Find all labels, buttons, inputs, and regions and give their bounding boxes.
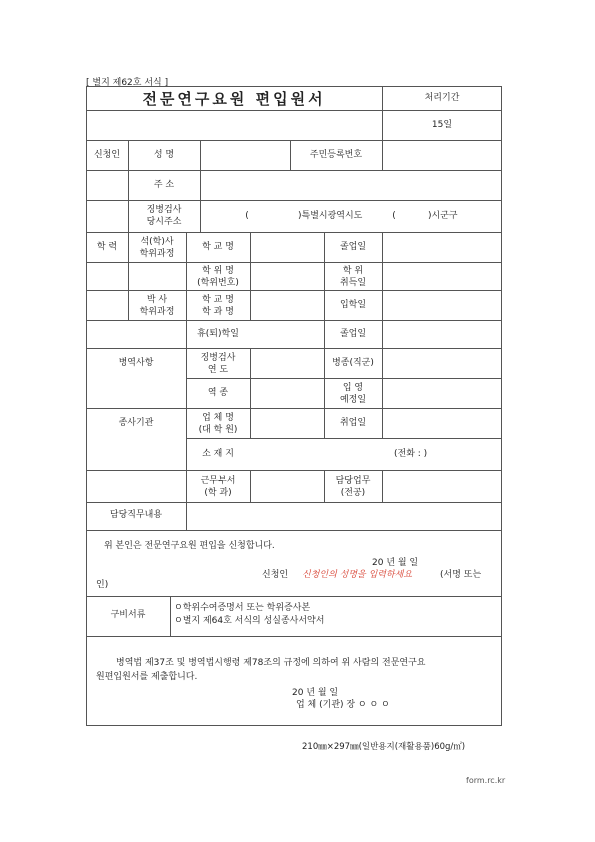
declaration-date: 20 년 월 일 xyxy=(372,558,419,568)
documents-label: 구비서류 xyxy=(110,610,146,620)
applicant-section-label: 신청인 xyxy=(93,150,121,160)
duty-label: 담당업무 (전공) xyxy=(335,476,371,498)
employer-section-label: 종사기관 xyxy=(118,418,154,428)
duties-content-label: 담당직무내용 xyxy=(109,510,163,520)
location-label: 소 재 지 xyxy=(202,449,234,459)
name-label: 성 명 xyxy=(153,150,175,160)
service-type-label: 역 종 xyxy=(207,388,229,398)
applicant-name-input[interactable]: 신청인의 성명을 입력하세요 xyxy=(302,570,413,580)
doctoral-course-label: 박 사 학위과정 xyxy=(139,295,175,317)
department-label: 근무부서 (학 과) xyxy=(200,476,236,498)
submission-date: 20 년 월 일 xyxy=(292,688,339,698)
submission-line-2: 원편입원서를 제출합니다. xyxy=(96,672,198,682)
declaration-statement: 위 본인은 전문연구요원 편입을 신청합니다. xyxy=(104,541,275,551)
document-item: ㅇ학위수여증명서 또는 학위증사본 xyxy=(174,603,311,613)
company-name-label: 업 체 명 (대 학 원) xyxy=(198,413,238,435)
paper-size-note: 210㎜×297㎜(일반용지(재활용품)60g/㎡) xyxy=(302,742,466,752)
processing-value: 15일 xyxy=(431,120,453,130)
document-item: ㅇ별지 제64호 서식의 성실종사서약서 xyxy=(174,616,325,626)
graduation-date-label: 졸업일 xyxy=(339,242,367,252)
exam-address-district: )시군구 xyxy=(428,211,458,221)
rrn-label: 주민등록번호 xyxy=(309,150,363,160)
processing-label: 처리기간 xyxy=(424,93,460,103)
masters-course-label: 석(학)사 학위과정 xyxy=(139,237,175,259)
education-section-label: 학 력 xyxy=(96,242,118,252)
exam-address-paren-2: ( xyxy=(392,211,396,221)
exam-address-paren-1: ( xyxy=(245,211,249,221)
hire-date-label: 취업일 xyxy=(339,418,367,428)
exam-address-label: 징병검사 당시주소 xyxy=(146,205,182,227)
submission-line-1: 병역법 제37조 및 병역법시행령 제78조의 규정에 의하여 위 사람의 전문연구요 xyxy=(116,658,426,668)
school-name-label: 학 교 명 xyxy=(202,242,234,252)
military-section-label: 병역사항 xyxy=(118,358,154,368)
signature-note: (서명 또는 xyxy=(440,570,482,580)
company-head: 업 체 (기관) 장 ㅇ ㅇ ㅇ xyxy=(296,700,390,710)
degree-acquired-label: 학 위 취득일 xyxy=(339,266,367,288)
leave-date-label: 휴(퇴)학일 xyxy=(197,329,239,339)
phone-label: (전화 : ) xyxy=(394,449,428,459)
exam-year-label: 징병검사 연 도 xyxy=(200,353,236,375)
enlist-date-label: 입 영 예정일 xyxy=(339,383,367,405)
doctoral-school-label: 학 교 명 학 과 명 xyxy=(202,295,234,317)
graduation-date2-label: 졸업일 xyxy=(339,329,367,339)
entrance-date-label: 입학일 xyxy=(339,300,367,310)
branch-label: 병종(직군) xyxy=(332,358,374,368)
address-label: 주 소 xyxy=(153,180,175,190)
form-title: 전문연구요원 편입원서 xyxy=(142,90,326,108)
footer-source: form.rc.kr xyxy=(466,776,506,785)
form-number: [ 별지 제62호 서식 ] xyxy=(86,78,169,88)
signature-note-end: 인) xyxy=(96,580,109,590)
degree-name-label: 학 위 명 (학위번호) xyxy=(197,266,239,288)
exam-address-city: )특별시광역시도 xyxy=(298,211,363,221)
applicant-label: 신청인 xyxy=(262,570,289,580)
